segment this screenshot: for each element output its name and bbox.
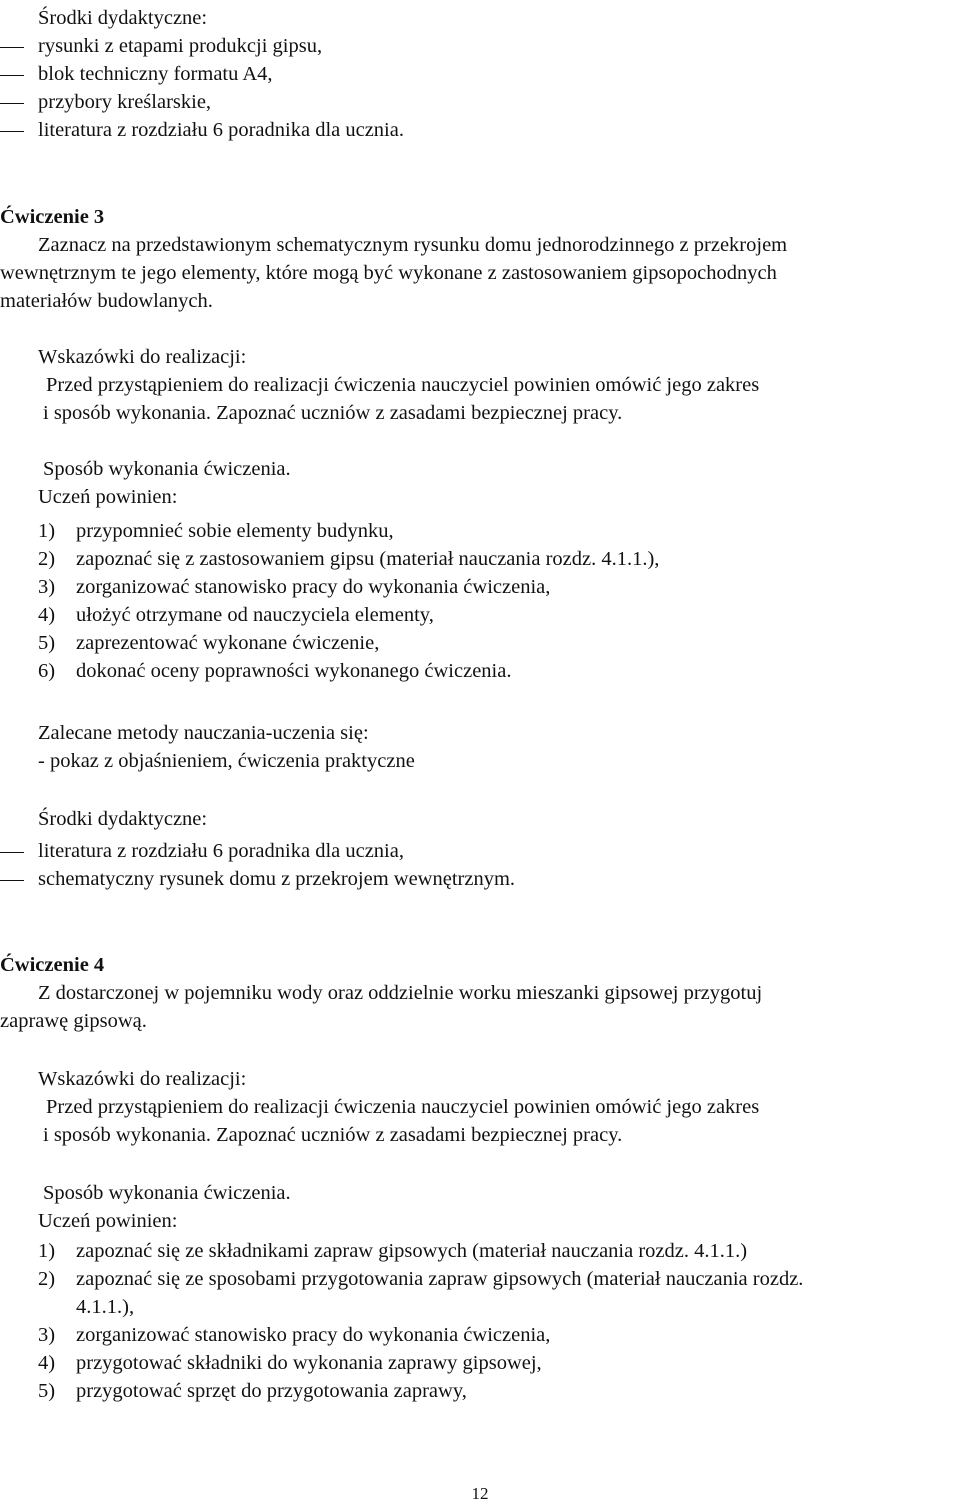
list-dash	[0, 865, 24, 893]
exercise-4-task-line: Z dostarczonej w pojemniku wody oraz oddzielnie worku mieszanki gipsowej przygotuj	[38, 982, 763, 1004]
step-text: zaprezentować wykonane ćwiczenie,	[76, 632, 380, 654]
exercise-4-wskazowki-line: Przed przystąpieniem do realizacji ćwiczenia nauczyciel powinien omówić jego zakres	[46, 1096, 760, 1118]
step-text: zorganizować stanowisko pracy do wykonania ćwiczenia,	[76, 576, 551, 598]
step-number: 1)	[38, 1240, 56, 1262]
step-text: przypomnieć sobie elementy budynku,	[76, 520, 394, 542]
list-dash	[0, 60, 24, 88]
exercise-4-title: Ćwiczenie 4	[0, 954, 105, 976]
step-number: 6)	[38, 660, 56, 682]
exercise-4-task-line: zaprawę gipsową.	[0, 1010, 147, 1032]
exercise-3-wskazowki-line: i sposób wykonania. Zapoznać uczniów z zasadami bezpiecznej pracy.	[43, 402, 623, 424]
list-dash	[0, 32, 24, 60]
step-number: 2)	[38, 548, 56, 570]
step-number: 2)	[38, 1268, 56, 1290]
step-text: zorganizować stanowisko pracy do wykonania ćwiczenia,	[76, 1324, 551, 1346]
srodki-heading: Środki dydaktyczne:	[38, 7, 208, 29]
exercise-4-uczen-heading: Uczeń powinien:	[38, 1210, 178, 1232]
exercise-3-metody-heading: Zalecane metody nauczania-uczenia się:	[38, 722, 369, 744]
step-text: ułożyć otrzymane od nauczyciela elementy,	[76, 604, 434, 626]
step-text: zapoznać się ze składnikami zapraw gipsowych (materiał nauczania rozdz. 4.1.1.)	[76, 1240, 748, 1262]
step-text: przygotować składniki do wykonania zaprawy gipsowej,	[76, 1352, 542, 1374]
exercise-3-wskazowki-line: Przed przystąpieniem do realizacji ćwiczenia nauczyciel powinien omówić jego zakres	[46, 374, 760, 396]
list-item: blok techniczny formatu A4,	[38, 63, 273, 85]
step-text: przygotować sprzęt do przygotowania zaprawy,	[76, 1380, 467, 1402]
list-item: literatura z rozdziału 6 poradnika dla ucznia,	[38, 840, 404, 862]
exercise-3-metody-text: - pokaz z objaśnieniem, ćwiczenia praktyczne	[38, 750, 415, 772]
exercise-4-sposob-heading: Sposób wykonania ćwiczenia.	[43, 1182, 291, 1204]
exercise-3-task-line: Zaznacz na przedstawionym schematycznym rysunku domu jednorodzinnego z przekrojem	[38, 234, 788, 256]
exercise-3-task-line: materiałów budowlanych.	[0, 290, 213, 312]
step-number: 1)	[38, 520, 56, 542]
list-dash	[0, 116, 24, 144]
list-item: przybory kreślarskie,	[38, 91, 212, 113]
step-number: 5)	[38, 632, 56, 654]
exercise-4-wskazowki-line: i sposób wykonania. Zapoznać uczniów z zasadami bezpiecznej pracy.	[43, 1124, 623, 1146]
page-number: 12	[471, 1484, 489, 1503]
list-dash	[0, 837, 24, 865]
step-number: 4)	[38, 604, 56, 626]
step-number: 3)	[38, 576, 56, 598]
step-number: 4)	[38, 1352, 56, 1374]
list-item: literatura z rozdziału 6 poradnika dla ucznia.	[38, 119, 404, 141]
exercise-4-wskazowki-heading: Wskazówki do realizacji:	[38, 1068, 247, 1090]
step-text: 4.1.1.),	[76, 1296, 135, 1318]
exercise-3-wskazowki-heading: Wskazówki do realizacji:	[38, 346, 247, 368]
exercise-3-task-line: wewnętrznym te jego elementy, które mogą być wykonane z zastosowaniem gipsopochodnych	[0, 262, 777, 284]
list-item: schematyczny rysunek domu z przekrojem wewnętrznym.	[38, 868, 516, 890]
exercise-3-uczen-heading: Uczeń powinien:	[38, 486, 178, 508]
list-item: rysunki z etapami produkcji gipsu,	[38, 35, 323, 57]
exercise-3-title: Ćwiczenie 3	[0, 206, 105, 228]
exercise-3-sposob-heading: Sposób wykonania ćwiczenia.	[43, 458, 291, 480]
step-text: zapoznać się ze sposobami przygotowania zapraw gipsowych (materiał nauczania rozdz.	[76, 1268, 804, 1290]
step-number: 5)	[38, 1380, 56, 1402]
exercise-3-srodki-heading: Środki dydaktyczne:	[38, 808, 208, 830]
step-text: zapoznać się z zastosowaniem gipsu (materiał nauczania rozdz. 4.1.1.),	[76, 548, 660, 570]
list-dash	[0, 88, 24, 116]
step-number: 3)	[38, 1324, 56, 1346]
step-text: dokonać oceny poprawności wykonanego ćwiczenia.	[76, 660, 512, 682]
